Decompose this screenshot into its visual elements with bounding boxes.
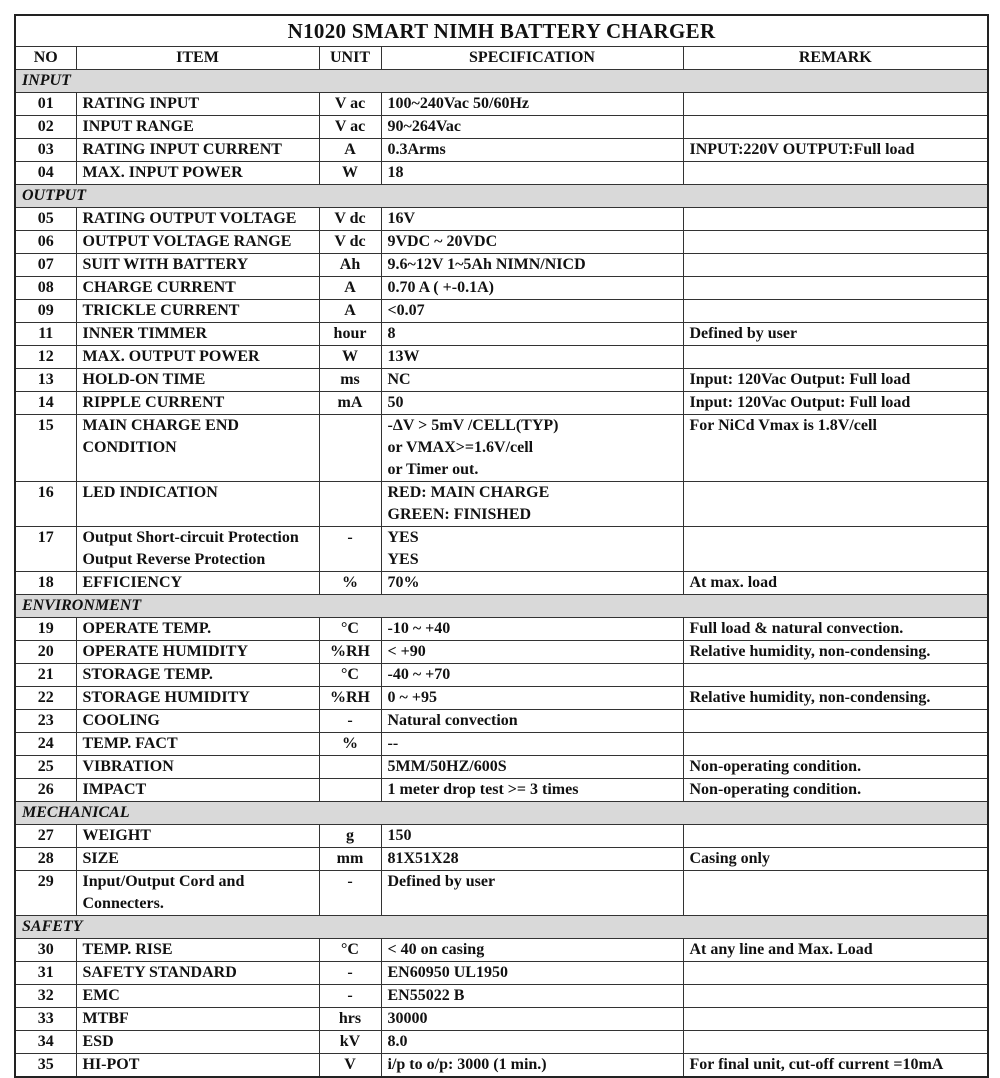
table-row [15, 277, 988, 300]
remark-cell: Non-operating condition. [683, 779, 988, 802]
section-label: MECHANICAL [15, 802, 988, 825]
remark-cell [683, 93, 988, 116]
section-label: ENVIRONMENT [15, 595, 988, 618]
table-row [15, 848, 988, 871]
row-number: 17 [15, 527, 76, 572]
spec-cell: <0.07 [381, 300, 683, 323]
remark-cell [683, 116, 988, 139]
row-number: 23 [15, 710, 76, 733]
item-cell: MTBF [76, 1008, 319, 1031]
spec-sheet [14, 14, 987, 1078]
item-cell: OUTPUT VOLTAGE RANGE [76, 231, 319, 254]
title-row [15, 15, 988, 47]
unit-cell: W [319, 162, 381, 185]
table-row [15, 825, 988, 848]
table-row [15, 641, 988, 664]
row-number: 06 [15, 231, 76, 254]
section-row [15, 185, 988, 208]
item-cell-line: MAIN CHARGE END [82, 417, 239, 434]
unit-cell: - [319, 871, 381, 916]
spec-cell: 8 [381, 323, 683, 346]
row-number: 30 [15, 939, 76, 962]
item-cell-line: Output Reverse Protection [82, 551, 266, 568]
table-row [15, 962, 988, 985]
item-cell: RIPPLE CURRENT [76, 392, 319, 415]
table-row [15, 231, 988, 254]
spec-cell: 150 [381, 825, 683, 848]
row-number: 31 [15, 962, 76, 985]
table-row [15, 687, 988, 710]
col-header-item: ITEM [76, 47, 319, 70]
row-number: 29 [15, 871, 76, 916]
row-number: 25 [15, 756, 76, 779]
col-header-remark: REMARK [683, 47, 988, 70]
table-row [15, 139, 988, 162]
table-row [15, 733, 988, 756]
remark-cell: Full load & natural convection. [683, 618, 988, 641]
item-cell-line: Input/Output Cord and [82, 873, 245, 890]
item-cell: INPUT RANGE [76, 116, 319, 139]
item-cell: HI-POT [76, 1054, 319, 1078]
unit-cell: Ah [319, 254, 381, 277]
table-row [15, 482, 988, 527]
spec-cell: 0.3Arms [381, 139, 683, 162]
remark-cell [683, 300, 988, 323]
unit-cell: °C [319, 618, 381, 641]
remark-cell [683, 208, 988, 231]
row-number: 09 [15, 300, 76, 323]
row-number: 14 [15, 392, 76, 415]
item-cell: MAX. OUTPUT POWER [76, 346, 319, 369]
item-cell: MAX. INPUT POWER [76, 162, 319, 185]
spec-cell: NC [381, 369, 683, 392]
section-row [15, 802, 988, 825]
unit-cell: A [319, 277, 381, 300]
section-label: INPUT [15, 70, 988, 93]
row-number: 07 [15, 254, 76, 277]
spec-cell: 9VDC ~ 20VDC [381, 231, 683, 254]
remark-cell: Casing only [683, 848, 988, 871]
spec-cell: 70% [381, 572, 683, 595]
row-number: 08 [15, 277, 76, 300]
row-number: 35 [15, 1054, 76, 1078]
row-number: 13 [15, 369, 76, 392]
table-row [15, 1031, 988, 1054]
remark-cell: Input: 120Vac Output: Full load [683, 369, 988, 392]
table-row [15, 1008, 988, 1031]
item-cell: EMC [76, 985, 319, 1008]
row-number: 32 [15, 985, 76, 1008]
table-row [15, 618, 988, 641]
unit-cell: %RH [319, 687, 381, 710]
row-number: 04 [15, 162, 76, 185]
remark-cell: For final unit, cut-off current =10mA [683, 1054, 988, 1078]
table-row [15, 323, 988, 346]
col-header-unit: UNIT [319, 47, 381, 70]
remark-cell: At any line and Max. Load [683, 939, 988, 962]
table-row [15, 710, 988, 733]
table-row [15, 300, 988, 323]
unit-cell [319, 415, 381, 482]
table-row [15, 254, 988, 277]
unit-cell: mm [319, 848, 381, 871]
item-cell: COOLING [76, 710, 319, 733]
spec-cell: Natural convection [381, 710, 683, 733]
item-cell [76, 415, 319, 482]
item-cell: VIBRATION [76, 756, 319, 779]
document-title: N1020 SMART NIMH BATTERY CHARGER [15, 15, 988, 47]
spec-cell-line: -ΔV > 5mV /CELL(TYP) [387, 417, 559, 434]
table-row [15, 369, 988, 392]
table-row [15, 939, 988, 962]
unit-cell: - [319, 527, 381, 572]
section-row [15, 70, 988, 93]
table-row [15, 346, 988, 369]
item-cell: RATING OUTPUT VOLTAGE [76, 208, 319, 231]
spec-cell: 30000 [381, 1008, 683, 1031]
spec-cell-line: or Timer out. [387, 461, 479, 478]
remark-cell [683, 1031, 988, 1054]
col-header-spec: SPECIFICATION [381, 47, 683, 70]
item-cell: OPERATE HUMIDITY [76, 641, 319, 664]
unit-cell: mA [319, 392, 381, 415]
table-row [15, 985, 988, 1008]
unit-cell: W [319, 346, 381, 369]
unit-cell: - [319, 962, 381, 985]
remark-cell: For NiCd Vmax is 1.8V/cell [683, 415, 988, 482]
row-number: 19 [15, 618, 76, 641]
unit-cell: °C [319, 939, 381, 962]
unit-cell: % [319, 733, 381, 756]
row-number: 03 [15, 139, 76, 162]
spec-cell: Defined by user [381, 871, 683, 916]
spec-cell: 16V [381, 208, 683, 231]
table-row [15, 871, 988, 916]
spec-cell-line: YES [387, 529, 419, 546]
item-cell: TEMP. FACT [76, 733, 319, 756]
item-cell [76, 527, 319, 572]
table-row [15, 208, 988, 231]
remark-cell [683, 231, 988, 254]
table-row [15, 527, 988, 572]
unit-cell: kV [319, 1031, 381, 1054]
row-number: 34 [15, 1031, 76, 1054]
remark-cell: Non-operating condition. [683, 756, 988, 779]
remark-cell: Relative humidity, non-condensing. [683, 687, 988, 710]
remark-cell: At max. load [683, 572, 988, 595]
spec-cell: -- [381, 733, 683, 756]
header-row [15, 47, 988, 70]
section-row [15, 916, 988, 939]
remark-cell [683, 664, 988, 687]
unit-cell: A [319, 300, 381, 323]
item-cell: WEIGHT [76, 825, 319, 848]
row-number: 01 [15, 93, 76, 116]
remark-cell [683, 733, 988, 756]
spec-cell: < 40 on casing [381, 939, 683, 962]
remark-cell [683, 162, 988, 185]
spec-cell: 0 ~ +95 [381, 687, 683, 710]
unit-cell [319, 779, 381, 802]
row-number: 20 [15, 641, 76, 664]
spec-table [14, 14, 989, 1078]
row-number: 15 [15, 415, 76, 482]
unit-cell: hour [319, 323, 381, 346]
unit-cell: %RH [319, 641, 381, 664]
row-number: 05 [15, 208, 76, 231]
item-cell: SAFETY STANDARD [76, 962, 319, 985]
table-row [15, 415, 988, 482]
row-number: 12 [15, 346, 76, 369]
unit-cell: V [319, 1054, 381, 1078]
spec-cell: 81X51X28 [381, 848, 683, 871]
table-row [15, 664, 988, 687]
row-number: 28 [15, 848, 76, 871]
spec-cell-line: GREEN: FINISHED [387, 506, 532, 523]
item-cell: RATING INPUT CURRENT [76, 139, 319, 162]
spec-cell [381, 482, 683, 527]
unit-cell: °C [319, 664, 381, 687]
remark-cell [683, 482, 988, 527]
unit-cell: V ac [319, 93, 381, 116]
item-cell-line: Connecters. [82, 895, 164, 912]
spec-cell-line: or VMAX>=1.6V/cell [387, 439, 534, 456]
table-row [15, 93, 988, 116]
unit-cell: g [319, 825, 381, 848]
remark-cell [683, 825, 988, 848]
table-row [15, 116, 988, 139]
spec-cell: EN55022 B [381, 985, 683, 1008]
table-row [15, 392, 988, 415]
item-cell: INNER TIMMER [76, 323, 319, 346]
spec-cell: -40 ~ +70 [381, 664, 683, 687]
spec-cell: 90~264Vac [381, 116, 683, 139]
unit-cell [319, 482, 381, 527]
row-number: 24 [15, 733, 76, 756]
remark-cell: Relative humidity, non-condensing. [683, 641, 988, 664]
unit-cell [319, 756, 381, 779]
item-cell: STORAGE HUMIDITY [76, 687, 319, 710]
item-cell: TRICKLE CURRENT [76, 300, 319, 323]
remark-cell: Defined by user [683, 323, 988, 346]
spec-cell [381, 415, 683, 482]
spec-cell-line: RED: MAIN CHARGE [387, 484, 550, 501]
item-cell: STORAGE TEMP. [76, 664, 319, 687]
section-row [15, 595, 988, 618]
unit-cell: - [319, 985, 381, 1008]
item-cell-line: CONDITION [82, 439, 177, 456]
unit-cell: hrs [319, 1008, 381, 1031]
spec-cell: < +90 [381, 641, 683, 664]
item-cell-line: Output Short-circuit Protection [82, 529, 299, 546]
remark-cell [683, 346, 988, 369]
remark-cell [683, 985, 988, 1008]
item-cell: OPERATE TEMP. [76, 618, 319, 641]
row-number: 21 [15, 664, 76, 687]
spec-cell: 1 meter drop test >= 3 times [381, 779, 683, 802]
row-number: 02 [15, 116, 76, 139]
unit-cell: V ac [319, 116, 381, 139]
remark-cell [683, 962, 988, 985]
remark-cell [683, 254, 988, 277]
item-cell: SIZE [76, 848, 319, 871]
spec-cell: -10 ~ +40 [381, 618, 683, 641]
spec-cell: 18 [381, 162, 683, 185]
row-number: 26 [15, 779, 76, 802]
remark-cell [683, 277, 988, 300]
item-cell: TEMP. RISE [76, 939, 319, 962]
spec-cell: 13W [381, 346, 683, 369]
spec-cell: 50 [381, 392, 683, 415]
row-number: 16 [15, 482, 76, 527]
spec-cell: 0.70 A ( +-0.1A) [381, 277, 683, 300]
remark-cell: Input: 120Vac Output: Full load [683, 392, 988, 415]
section-label: SAFETY [15, 916, 988, 939]
unit-cell: ms [319, 369, 381, 392]
item-cell: LED INDICATION [76, 482, 319, 527]
unit-cell: V dc [319, 231, 381, 254]
spec-cell: 9.6~12V 1~5Ah NIMN/NICD [381, 254, 683, 277]
item-cell: CHARGE CURRENT [76, 277, 319, 300]
spec-cell: i/p to o/p: 3000 (1 min.) [381, 1054, 683, 1078]
spec-cell-line: YES [387, 551, 419, 568]
spec-cell: 5MM/50HZ/600S [381, 756, 683, 779]
item-cell: ESD [76, 1031, 319, 1054]
table-row [15, 162, 988, 185]
spec-cell [381, 527, 683, 572]
row-number: 33 [15, 1008, 76, 1031]
item-cell: IMPACT [76, 779, 319, 802]
item-cell [76, 871, 319, 916]
unit-cell: % [319, 572, 381, 595]
item-cell: HOLD-ON TIME [76, 369, 319, 392]
remark-cell [683, 1008, 988, 1031]
item-cell: SUIT WITH BATTERY [76, 254, 319, 277]
col-header-no: NO [15, 47, 76, 70]
row-number: 27 [15, 825, 76, 848]
item-cell: EFFICIENCY [76, 572, 319, 595]
remark-cell [683, 871, 988, 916]
section-label: OUTPUT [15, 185, 988, 208]
remark-cell [683, 710, 988, 733]
table-row [15, 756, 988, 779]
remark-cell [683, 527, 988, 572]
unit-cell: A [319, 139, 381, 162]
unit-cell: - [319, 710, 381, 733]
table-row [15, 1054, 988, 1078]
spec-cell: EN60950 UL1950 [381, 962, 683, 985]
spec-cell: 100~240Vac 50/60Hz [381, 93, 683, 116]
row-number: 22 [15, 687, 76, 710]
table-row [15, 779, 988, 802]
unit-cell: V dc [319, 208, 381, 231]
table-row [15, 572, 988, 595]
item-cell: RATING INPUT [76, 93, 319, 116]
spec-cell: 8.0 [381, 1031, 683, 1054]
row-number: 18 [15, 572, 76, 595]
remark-cell: INPUT:220V OUTPUT:Full load [683, 139, 988, 162]
row-number: 11 [15, 323, 76, 346]
